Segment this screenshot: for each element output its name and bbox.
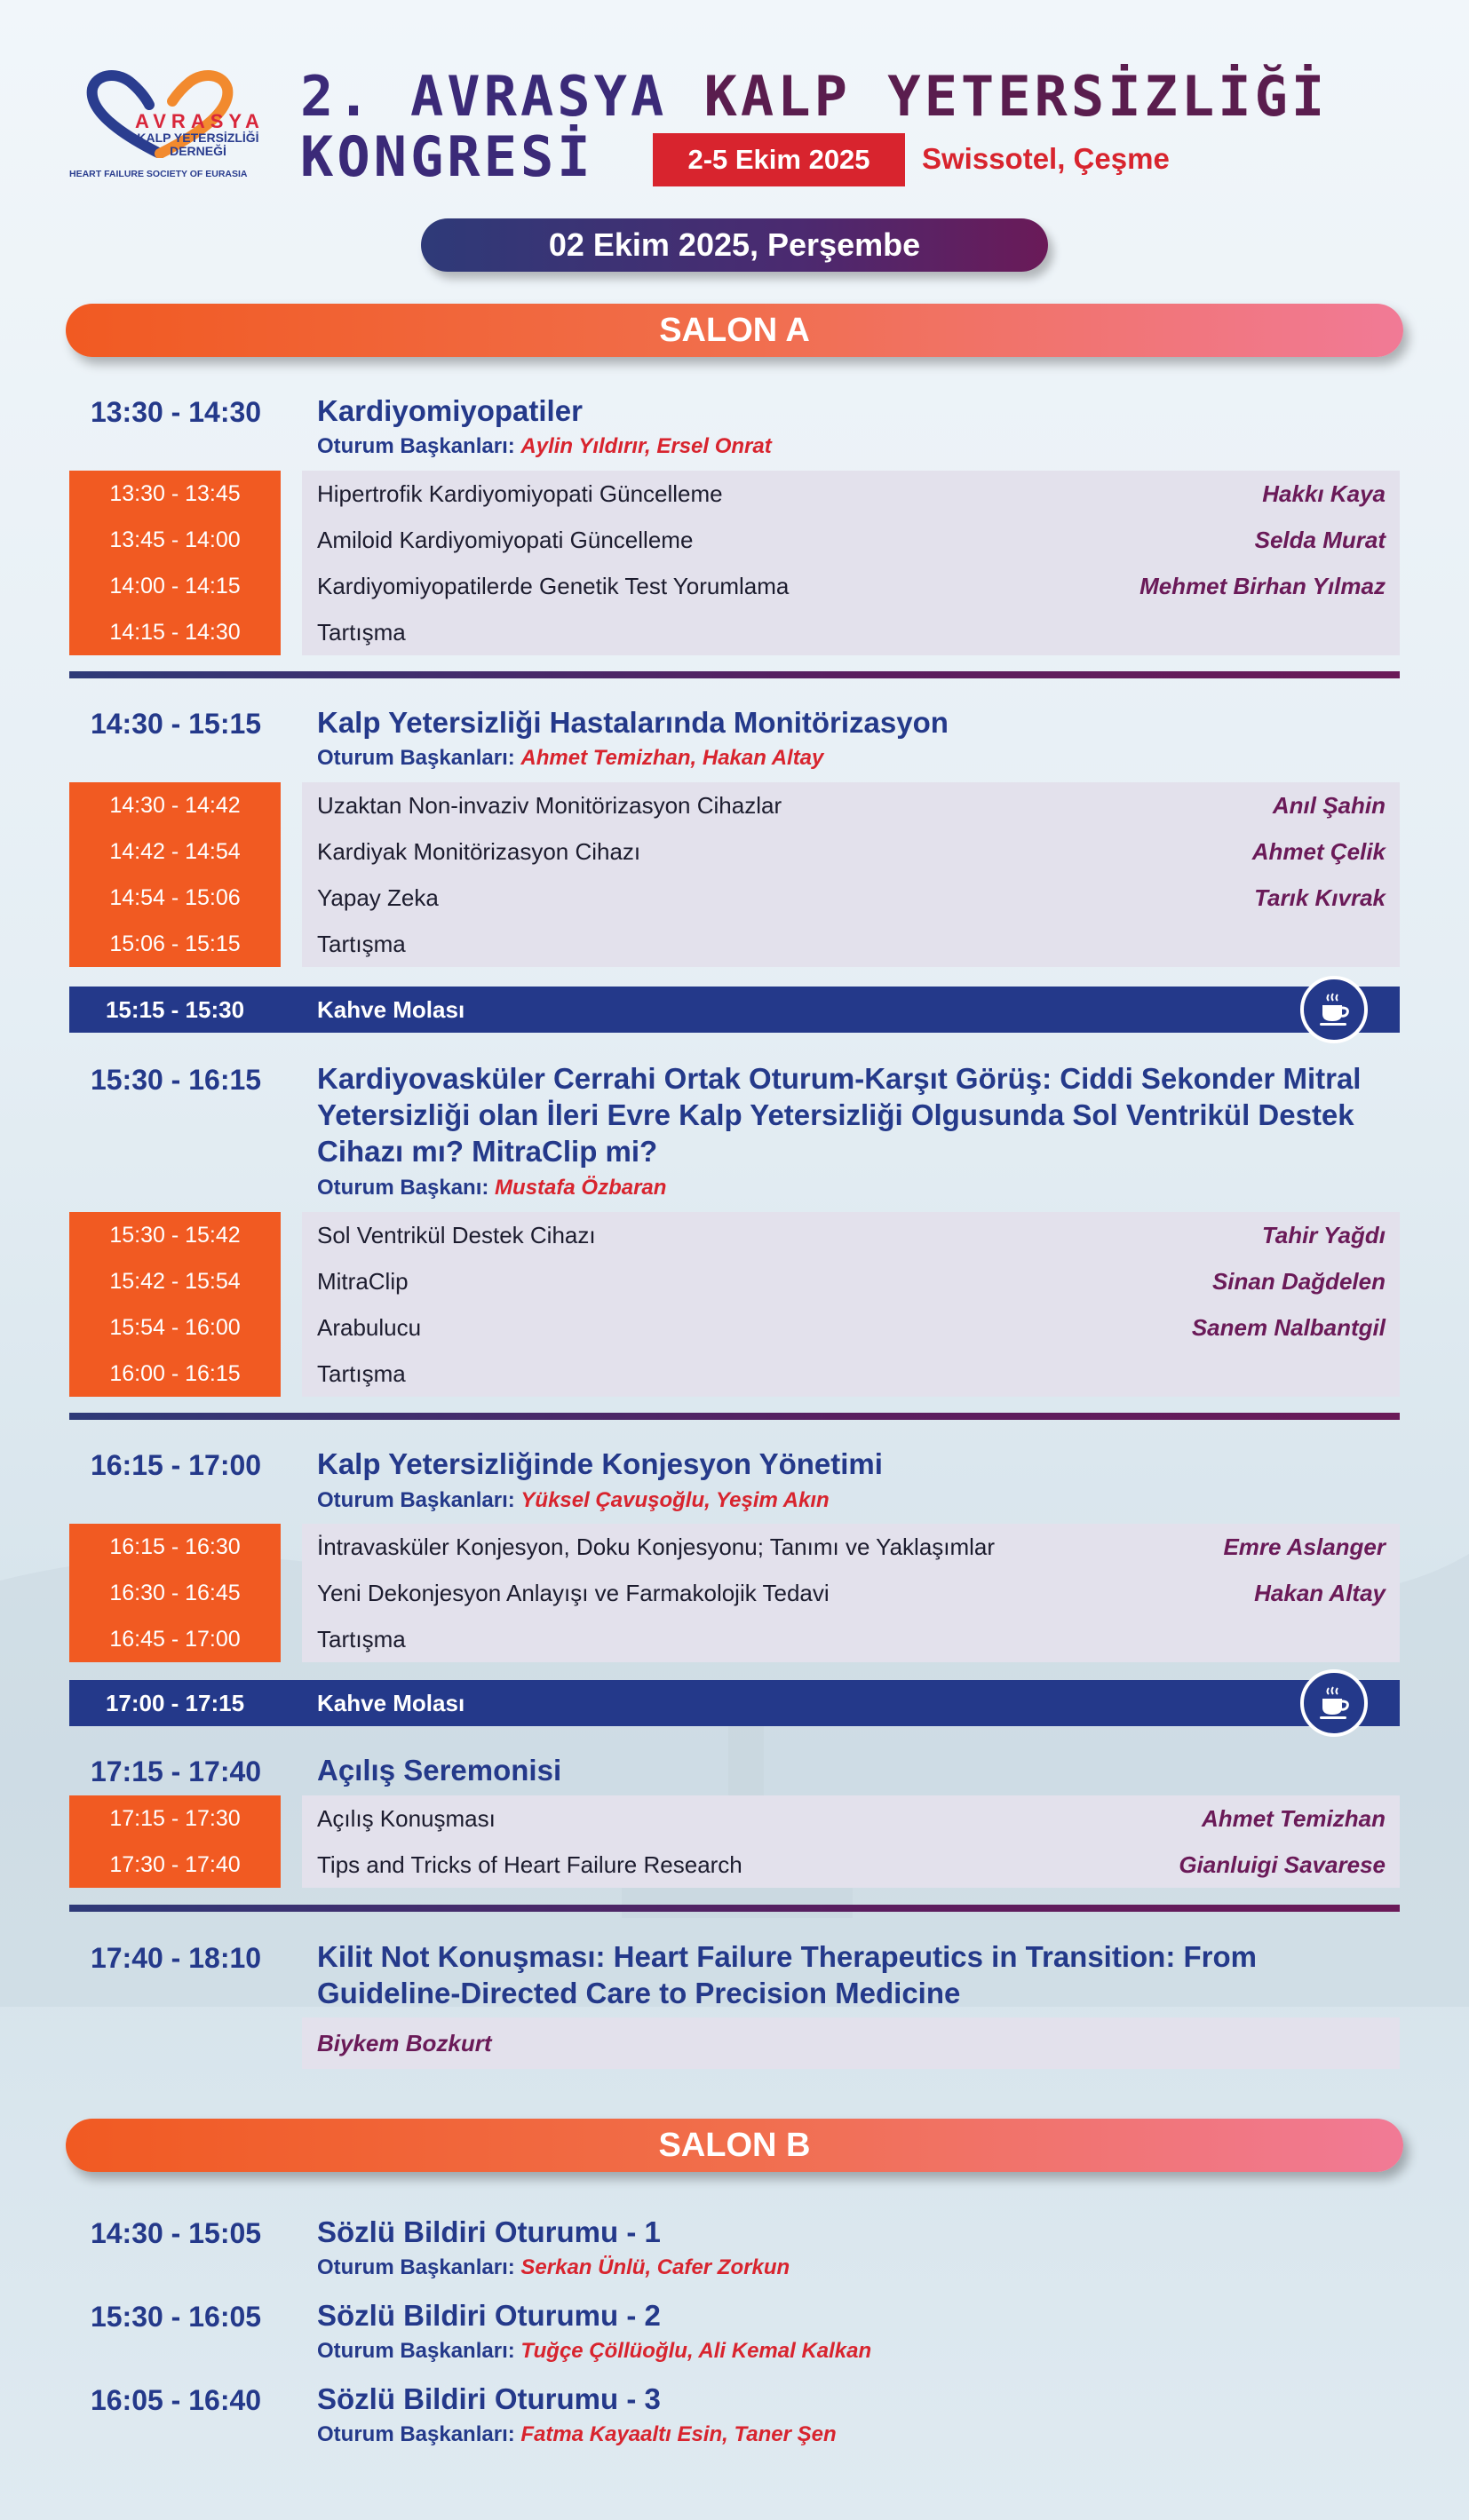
chair-label: Oturum Başkanları:	[317, 2339, 515, 2363]
session-chairs	[317, 1176, 666, 1201]
talk-speaker: Sanem Nalbantgil	[1191, 1313, 1386, 1341]
chair-names: Fatma Kayaaltı Esin, Taner Şen	[520, 2422, 837, 2446]
logo-name: AVRASYA	[135, 110, 265, 132]
section-divider	[69, 671, 1400, 678]
talk-time: 15:06 - 15:15	[69, 921, 281, 967]
chair-label: Oturum Başkanları:	[317, 2422, 515, 2446]
coffee-break-bar	[69, 1680, 1400, 1726]
talk-topic: Arabulucu	[317, 1313, 422, 1341]
talk-topic: Açılış Konuşması	[317, 1804, 496, 1832]
title-part1: 2. AVRASYA	[300, 64, 704, 129]
keynote-speaker: Biykem Bozkurt	[317, 2029, 492, 2056]
talk-time: 16:45 - 17:00	[69, 1616, 281, 1662]
congress-dates: 2-5 Ekim 2025	[653, 133, 905, 186]
talk-speaker: Tarık Kıvrak	[1254, 884, 1386, 911]
session-chairs	[317, 2339, 871, 2364]
coffee-break-bar	[69, 987, 1400, 1033]
talk-topic: Tartışma	[317, 1625, 406, 1652]
talk-speaker: Mehmet Birhan Yılmaz	[1139, 572, 1386, 599]
talk-time: 17:30 - 17:40	[69, 1842, 281, 1888]
break-label: Kahve Molası	[317, 1689, 465, 1716]
talk-row	[69, 921, 1400, 967]
session-time: 17:15 - 17:40	[90, 1755, 262, 1787]
coffee-cup-icon	[1300, 1669, 1368, 1737]
session-title: Kalp Yetersizliğinde Konjesyon Yönetimi	[317, 1447, 883, 1480]
session-chairs	[317, 746, 823, 771]
talk-topic: Amiloid Kardiyomiyopati Güncelleme	[317, 526, 694, 553]
talk-time: 15:30 - 15:42	[69, 1212, 281, 1258]
talk-row	[69, 1351, 1400, 1397]
chair-label: Oturum Başkanları:	[317, 1488, 515, 1512]
talk-row	[69, 609, 1400, 655]
chair-label: Oturum Başkanları:	[317, 434, 515, 458]
talk-time: 14:15 - 14:30	[69, 609, 281, 655]
salon-a-banner: SALON A	[66, 304, 1403, 357]
talk-topic: Yeni Dekonjesyon Anlayışı ve Farmakolojik Tedavi	[317, 1579, 830, 1606]
break-time: 17:00 - 17:15	[105, 1689, 245, 1716]
talk-time: 13:45 - 14:00	[69, 517, 281, 563]
society-logo	[69, 69, 274, 185]
coffee-cup-icon	[1300, 976, 1368, 1043]
talk-row	[69, 1212, 1400, 1258]
session-time: 15:30 - 16:15	[90, 1064, 262, 1096]
session-title: Sözlü Bildiri Oturumu - 3	[317, 2382, 661, 2415]
chair-label: Oturum Başkanları:	[317, 2255, 515, 2279]
session-title: Kilit Not Konuşması: Heart Failure Therapeutics in Transition: From Guideline-Directed Care to Precision Medicine	[317, 1940, 1257, 2009]
talk-row	[69, 828, 1400, 875]
talk-time: 14:54 - 15:06	[69, 875, 281, 921]
session-title: Kalp Yetersizliği Hastalarında Monitörizasyon	[317, 706, 949, 739]
section-divider	[69, 1905, 1400, 1912]
congress-venue: Swissotel, Çeşme	[922, 142, 1170, 175]
talk-row	[69, 517, 1400, 563]
talk-time: 16:30 - 16:45	[69, 1570, 281, 1616]
talk-time: 17:15 - 17:30	[69, 1795, 281, 1842]
talk-row	[69, 1524, 1400, 1570]
talk-speaker: Selda Murat	[1254, 526, 1386, 553]
talk-speaker: Gianluigi Savarese	[1179, 1850, 1386, 1878]
break-label: Kahve Molası	[317, 995, 465, 1023]
talk-topic: Tartışma	[317, 930, 406, 957]
session-time: 13:30 - 14:30	[90, 396, 262, 428]
talk-speaker: Ahmet Temizhan	[1201, 1804, 1386, 1832]
talk-row	[69, 1842, 1400, 1888]
session-time: 14:30 - 15:05	[90, 2217, 262, 2249]
talk-speaker: Emre Aslanger	[1223, 1533, 1386, 1560]
talk-topic: Hipertrofik Kardiyomiyopati Güncelleme	[317, 479, 723, 507]
chair-names: Mustafa Özbaran	[495, 1176, 667, 1200]
talk-speaker: Hakkı Kaya	[1262, 479, 1386, 507]
talk-time: 14:42 - 14:54	[69, 828, 281, 875]
talk-time: 13:30 - 13:45	[69, 471, 281, 517]
talk-topic: MitraClip	[317, 1267, 409, 1295]
talk-topic: Kardiyomiyopatilerde Genetik Test Yorumlama	[317, 572, 790, 599]
chair-names: Serkan Ünlü, Cafer Zorkun	[520, 2255, 790, 2279]
talk-speaker: Ahmet Çelik	[1251, 837, 1386, 865]
talk-time: 14:30 - 14:42	[69, 782, 281, 828]
talk-speaker: Tahir Yağdı	[1261, 1221, 1386, 1248]
session-chairs	[317, 2422, 837, 2447]
talk-time: 15:42 - 15:54	[69, 1258, 281, 1304]
logo-line2: DERNEĞİ	[170, 144, 226, 158]
session-chairs	[317, 434, 772, 459]
day-banner: 02 Ekim 2025, Perşembe	[421, 218, 1048, 272]
talk-row	[69, 875, 1400, 921]
talk-speaker: Sinan Dağdelen	[1211, 1267, 1386, 1295]
talk-speaker: Hakan Altay	[1254, 1579, 1386, 1606]
talk-row	[69, 1304, 1400, 1351]
talk-topic: Yapay Zeka	[317, 884, 439, 911]
talk-row	[69, 563, 1400, 609]
session-chairs	[317, 2255, 790, 2280]
chair-names: Tuğçe Çöllüoğlu, Ali Kemal Kalkan	[520, 2339, 872, 2363]
session-title: Sözlü Bildiri Oturumu - 2	[317, 2299, 661, 2332]
session-title: Kardiyovasküler Cerrahi Ortak Oturum-Karşıt Görüş: Ciddi Sekonder Mitral Yetersizliği olan İleri Evre Kalp Yetersizliği Olgusunda Sol Ventrikül Destek Cihazı mı? MitraClip mi?	[317, 1062, 1362, 1168]
talk-topic: Sol Ventrikül Destek Cihazı	[317, 1221, 596, 1248]
talk-row	[69, 782, 1400, 828]
logo-society: HEART FAILURE SOCIETY OF EURASIA	[69, 169, 248, 179]
talk-row	[69, 1258, 1400, 1304]
break-time: 15:15 - 15:30	[105, 995, 245, 1023]
session-time: 14:30 - 15:15	[90, 708, 262, 740]
salon-b-banner: SALON B	[66, 2119, 1403, 2172]
session-title: Açılış Seremonisi	[317, 1754, 562, 1787]
title-part2: KALP YETERSİZLİĞİ	[703, 64, 1329, 129]
talk-time: 16:15 - 16:30	[69, 1524, 281, 1570]
talk-time: 14:00 - 14:15	[69, 563, 281, 609]
congress-title	[300, 64, 1328, 129]
talk-topic: Uzaktan Non-invaziv Monitörizasyon Cihazlar	[317, 791, 782, 819]
chair-names: Ahmet Temizhan, Hakan Altay	[520, 746, 824, 770]
chair-label: Oturum Başkanı:	[317, 1176, 489, 1200]
session-chairs	[317, 1488, 830, 1513]
logo-line1: KALP YETERSİZLİĞİ	[137, 131, 259, 145]
talk-topic: Tartışma	[317, 1359, 406, 1387]
talk-time: 15:54 - 16:00	[69, 1304, 281, 1351]
session-time: 16:15 - 17:00	[90, 1449, 262, 1481]
talk-topic: Kardiyak Monitörizasyon Cihazı	[317, 837, 641, 865]
session-time: 17:40 - 18:10	[90, 1942, 262, 1974]
session-time: 16:05 - 16:40	[90, 2384, 262, 2416]
chair-names: Yüksel Çavuşoğlu, Yeşim Akın	[520, 1488, 830, 1512]
talk-speaker: Anıl Şahin	[1272, 791, 1386, 819]
section-divider	[69, 1413, 1400, 1420]
talk-row	[69, 1795, 1400, 1842]
talk-topic: Tartışma	[317, 618, 406, 646]
chair-names: Aylin Yıldırır, Ersel Onrat	[520, 434, 772, 458]
congress-title-line2: KONGRESİ	[300, 124, 594, 189]
chair-label: Oturum Başkanları:	[317, 746, 515, 770]
talk-row	[69, 1616, 1400, 1662]
talk-row	[69, 471, 1400, 517]
talk-topic: Tips and Tricks of Heart Failure Research	[317, 1850, 742, 1878]
session-title: Sözlü Bildiri Oturumu - 1	[317, 2215, 661, 2248]
logo-subtitle	[131, 131, 265, 158]
session-time: 15:30 - 16:05	[90, 2301, 262, 2333]
talk-time: 16:00 - 16:15	[69, 1351, 281, 1397]
talk-topic: İntravasküler Konjesyon, Doku Konjesyonu; Tanımı ve Yaklaşımlar	[317, 1533, 996, 1560]
session-title: Kardiyomiyopatiler	[317, 394, 583, 427]
talk-row	[69, 1570, 1400, 1616]
